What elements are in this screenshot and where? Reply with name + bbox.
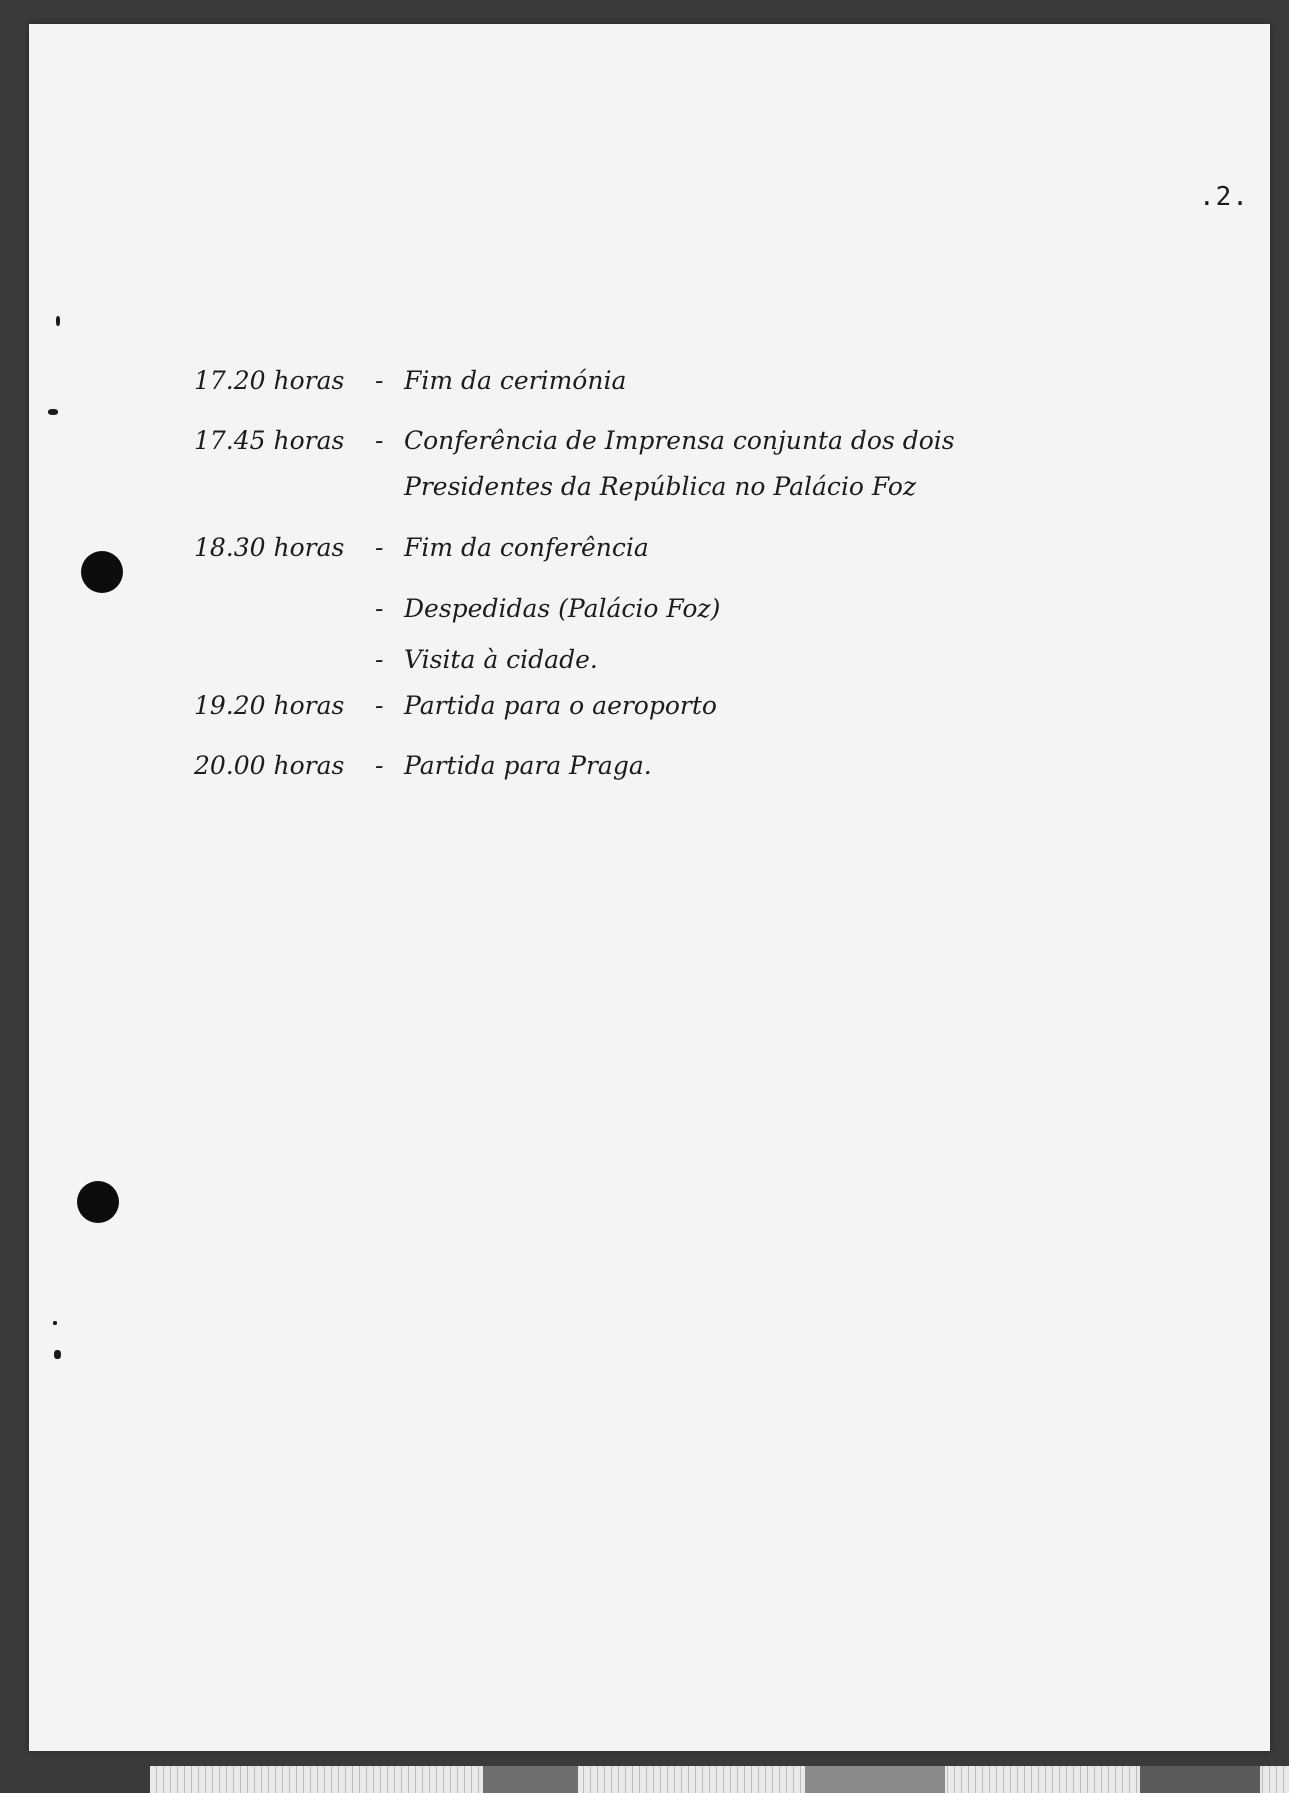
entry-time: 19.20 horas bbox=[194, 691, 345, 720]
punch-hole bbox=[77, 1181, 119, 1223]
paper-speck bbox=[54, 1350, 61, 1359]
entry-description-line: Despedidas (Palácio Foz) bbox=[404, 594, 721, 623]
entry-time: 20.00 horas bbox=[194, 751, 345, 780]
entry-dash: - bbox=[375, 594, 384, 623]
entry-dash: - bbox=[375, 645, 384, 674]
punch-hole bbox=[81, 551, 123, 593]
entry-time: 18.30 horas bbox=[194, 533, 345, 562]
entry-description bbox=[404, 525, 1044, 571]
entry-dash: - bbox=[375, 533, 384, 562]
entry-description-line: Partida para o aeroporto bbox=[404, 691, 717, 720]
paper-speck bbox=[53, 1321, 57, 1325]
entry-time: 17.20 horas bbox=[194, 366, 345, 395]
ruler-dark-segment bbox=[805, 1766, 945, 1793]
ruler-dark-segment bbox=[483, 1766, 578, 1793]
entry-description-line: Fim da cerimónia bbox=[404, 366, 627, 395]
entry-dash: - bbox=[375, 366, 384, 395]
ruler-dark-segment bbox=[1140, 1766, 1260, 1793]
entry-description-line: Visita à cidade. bbox=[404, 645, 598, 674]
entry-description bbox=[404, 743, 1044, 789]
entry-description bbox=[404, 637, 1044, 683]
entry-description bbox=[404, 418, 1044, 510]
document-page bbox=[29, 24, 1270, 1751]
paper-speck bbox=[56, 316, 60, 326]
page-number: .2. bbox=[1199, 182, 1249, 212]
entry-description-line: Presidentes da República no Palácio Foz bbox=[404, 472, 917, 501]
entry-description bbox=[404, 358, 1044, 404]
entry-time: 17.45 horas bbox=[194, 426, 345, 455]
scale-ruler bbox=[150, 1766, 1289, 1793]
entry-dash: - bbox=[375, 426, 384, 455]
entry-description-line: Partida para Praga. bbox=[404, 751, 652, 780]
entry-description bbox=[404, 683, 1044, 729]
paper-speck bbox=[48, 409, 58, 415]
entry-description bbox=[404, 586, 1044, 632]
entry-description-line: Fim da conferência bbox=[404, 533, 649, 562]
schedule-list bbox=[29, 24, 1270, 1751]
entry-dash: - bbox=[375, 691, 384, 720]
entry-dash: - bbox=[375, 751, 384, 780]
entry-description-line: Conferência de Imprensa conjunta dos dois bbox=[404, 426, 955, 455]
